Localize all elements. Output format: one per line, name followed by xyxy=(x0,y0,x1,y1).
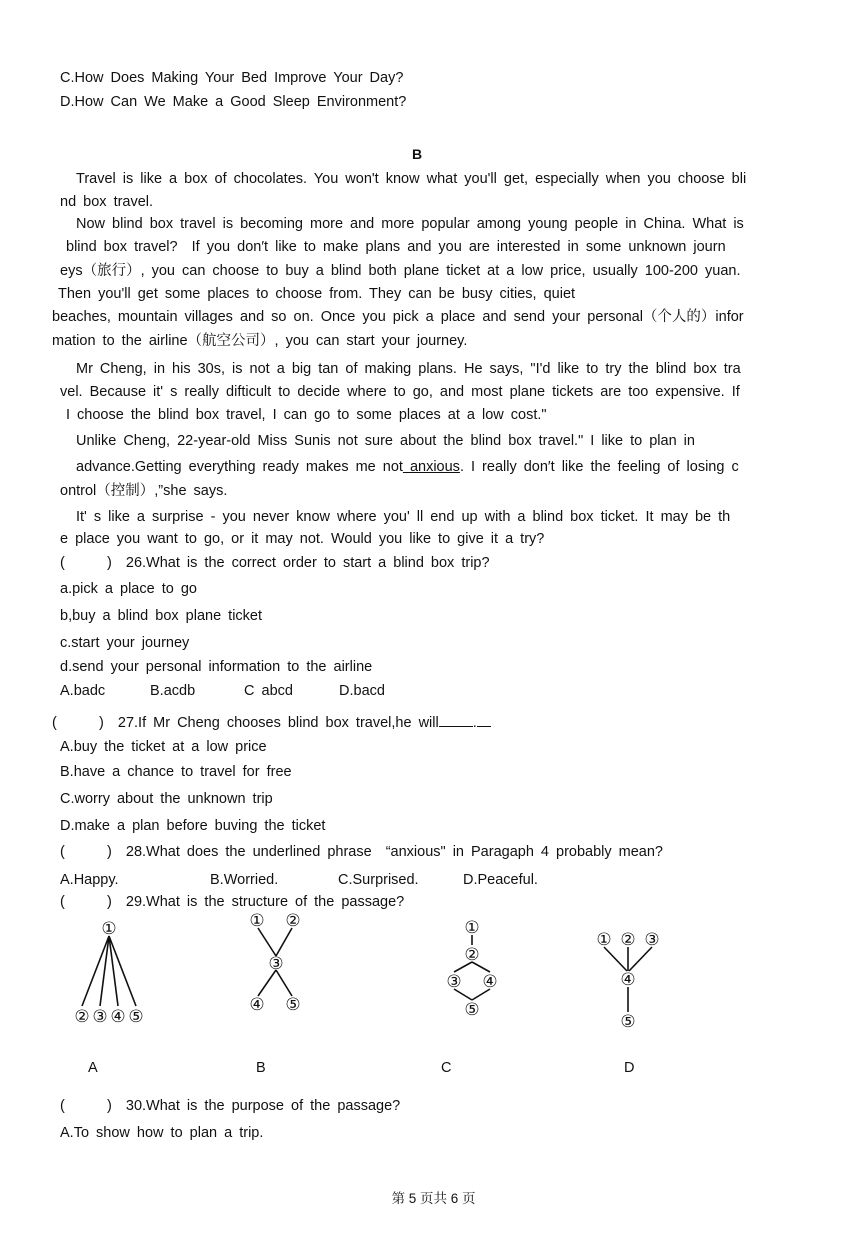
passage-line: Unlike Cheng, 22-year-old Miss Sunis not sure about the blind box travel." I like to plan in xyxy=(76,433,695,449)
passage-line: Mr Cheng, in his 30s, is not a big tan of making plans. He says, "I'd like to try the blind box tra xyxy=(76,361,741,377)
q26-item-b: b,buy a blind box plane ticket xyxy=(60,608,263,624)
q28-option-a: A.Happy. xyxy=(60,872,119,888)
passage-line: Now blind box travel is becoming more and more popular among young people in China. What is xyxy=(76,216,744,232)
passage-line: Then you'll get some places to choose from. They can be busy cities, quiet xyxy=(58,286,576,302)
passage-text: advance.Getting everything ready makes me not xyxy=(76,459,403,475)
diagram-label-c: C xyxy=(441,1060,452,1076)
passage-line: nd box travel. xyxy=(60,194,154,210)
diagram-d-node: ⑤ xyxy=(620,1012,636,1032)
option-d-line: D.How Can We Make a Good Sleep Environment? xyxy=(60,94,407,110)
q27-option-d: D.make a plan before buving the ticket xyxy=(60,818,326,834)
passage-line: vel. Because it' s really difticult to decide where to go, and most plane tickets are too expensive. If xyxy=(60,384,740,400)
diagram-d-node: ③ xyxy=(644,930,660,950)
diagram-a-node: ② xyxy=(74,1007,90,1027)
q26-option-d: D.bacd xyxy=(339,683,385,699)
q27-option-a: A.buy the ticket at a low price xyxy=(60,739,267,755)
diagram-a-node: ④ xyxy=(110,1007,126,1027)
section-title: B xyxy=(412,146,423,162)
q28-option-c: C.Surprised. xyxy=(338,872,419,888)
page-footer: 第 5 页共 6 页 xyxy=(391,1191,476,1206)
diagram-c-node: ⑤ xyxy=(464,1000,480,1020)
passage-line: ontrol（控制）,”she says. xyxy=(60,483,228,499)
q26-option-b: B.acdb xyxy=(150,683,196,699)
passage-line: blind box travel? If you don′t like to make plans and you are interested in some unknown journ xyxy=(66,239,726,255)
diagram-a-node: ⑤ xyxy=(128,1007,144,1027)
question-28-stem: ( ) 28.What does the underlined phrase “anxious" in Paragaph 4 probably mean? xyxy=(60,844,664,860)
diagram-b-node: ④ xyxy=(249,995,265,1015)
q26-item-d: d.send your personal information to the airline xyxy=(60,659,373,675)
q26-item-c: c.start your journey xyxy=(60,635,190,651)
diagram-b-node: ① xyxy=(249,911,265,931)
question-29-stem: ( ) 29.What is the structure of the passage? xyxy=(60,894,405,910)
underlined-anxious: anxious xyxy=(402,459,460,475)
q30-option-a: A.To show how to plan a trip. xyxy=(60,1125,264,1141)
q26-option-c: C abcd xyxy=(244,683,293,699)
diagram-b-node: ② xyxy=(285,911,301,931)
q28-option-d: D.Peaceful. xyxy=(463,872,538,888)
diagram-d-node: ② xyxy=(620,930,636,950)
diagram-d-node: ① xyxy=(596,930,612,950)
diagram-c-node: ④ xyxy=(482,972,498,992)
passage-line: mation to the airline（航空公司）, you can start your journey. xyxy=(52,333,468,349)
q27-option-c: C.worry about the unknown trip xyxy=(60,791,273,807)
passage-text: . I really don′t like the feeling of losing c xyxy=(459,459,739,475)
diagram-c-node: ① xyxy=(464,918,480,938)
diagram-d-node: ④ xyxy=(620,970,636,990)
diagram-a-node: ③ xyxy=(92,1007,108,1027)
q27-stem-text: ( ) 27.If Mr Cheng chooses blind box travel,he will xyxy=(52,715,439,731)
q26-option-a: A.badc xyxy=(60,683,106,699)
passage-line: eys（旅行）, you can choose to buy a blind both plane ticket at a low price, usually 100-200 yuan. xyxy=(60,263,741,279)
diagram-label-d: D xyxy=(624,1060,635,1076)
passage-line: e place you want to go, or it may not. Would you like to give it a try? xyxy=(60,531,545,547)
diagram-label-a: A xyxy=(88,1060,98,1076)
diagram-b-node: ⑤ xyxy=(285,995,301,1015)
diagram-c-node: ② xyxy=(464,945,480,965)
q27-option-b: B.have a chance to travel for free xyxy=(60,764,292,780)
diagram-c-node: ③ xyxy=(446,972,462,992)
passage-line: It' s like a surprise - you never know where you' ll end up with a blind box ticket. It may be th xyxy=(76,509,731,525)
q28-option-b: B.Worried. xyxy=(210,872,279,888)
diagram-a-node: ① xyxy=(101,919,117,939)
passage-line: Travel is like a box of chocolates. You won't know what you'll get, especially when you choose bli xyxy=(76,171,747,187)
q27-stem-end: . xyxy=(472,715,477,731)
question-26-stem: ( ) 26.What is the correct order to start a blind box trip? xyxy=(60,555,490,571)
option-c-line: C.How Does Making Your Bed Improve Your Day? xyxy=(60,70,404,86)
q26-item-a: a.pick a place to go xyxy=(60,581,197,597)
passage-line: I choose the blind box travel, I can go to some places at a low cost." xyxy=(66,407,547,423)
question-30-stem: ( ) 30.What is the purpose of the passage? xyxy=(60,1098,401,1114)
passage-line: beaches, mountain villages and so on. Once you pick a place and send your personal（个人的）infor xyxy=(52,309,744,325)
diagram-b-node: ③ xyxy=(268,954,284,974)
diagram-label-b: B xyxy=(256,1060,266,1076)
